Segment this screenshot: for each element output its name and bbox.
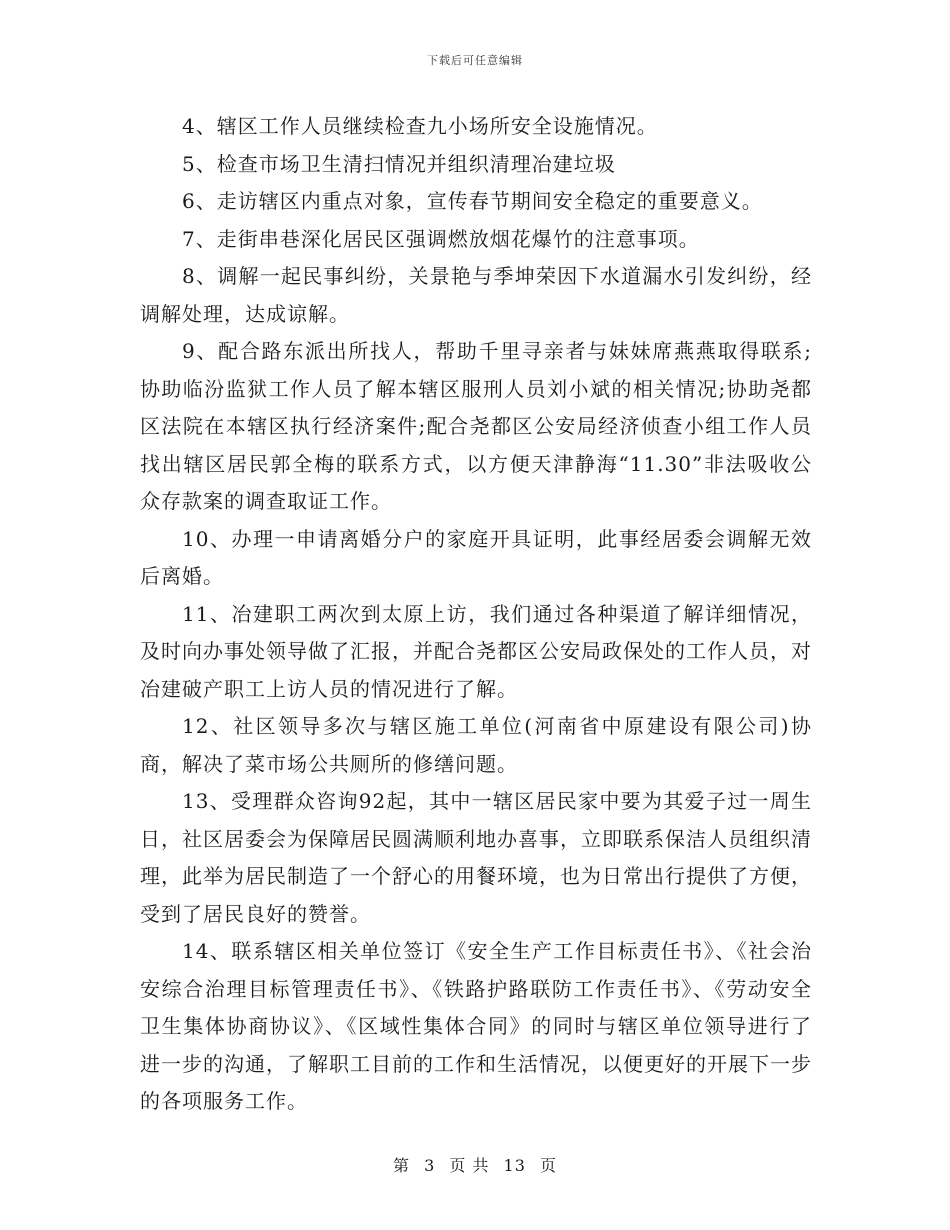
footer-page-number: 3: [424, 1156, 436, 1175]
paragraph-6: 6、走访辖区内重点对象，宣传春节期间安全稳定的重要意义。: [182, 189, 763, 213]
paragraph-12: 12、社区领导多次与辖区施工单位(河南省中原建设有限公司)协商，解决了菜市场公共厕所的修缮问题。: [140, 714, 812, 776]
footer-total-pages: 13: [503, 1156, 526, 1175]
paragraph-14: 14、联系辖区相关单位签订《安全生产工作目标责任书》、《社会治安综合治理目标管理责任书》、《铁路护路联防工作责任书》、《劳动安全卫生集体协商协议》、《区域性集体合同》的同时与辖区单位领导进行了进一步的沟通，了解职工目前的工作和生活情况，以便更好的开展下一步的各项服务工作。: [140, 939, 812, 1113]
paragraph-5: 5、检查市场卫生清扫情况并组织清理冶建垃圾: [182, 151, 616, 176]
paragraph-4: 4、辖区工作人员继续检查九小场所安全设施情况。: [182, 114, 658, 138]
page-footer: [0, 1153, 950, 1176]
paragraph-7: 7、走街串巷深化居民区强调燃放烟花爆竹的注意事项。: [182, 226, 700, 251]
paragraph-9: 9、配合路东派出所找人，帮助千里寻亲者与妹妹席燕燕取得联系;协助临汾监狱工作人员了解本辖区服刑人员刘小斌的相关情况;协助尧都区法院在本辖区执行经济案件;配合尧都区公安局经济侦查小组工作人员找出辖区居民郭全梅的联系方式，以方便天津静海“11.30”非法吸收公众存款案的调查取证工作。: [140, 339, 812, 513]
footer-middle: 页 共: [449, 1156, 490, 1175]
paragraph-10: 10、办理一申请离婚分户的家庭开具证明，此事经居委会调解无效后离婚。: [140, 526, 812, 588]
header-note: 下载后可任意编辑: [427, 54, 523, 67]
paragraph-8: 8、调解一起民事纠纷，关景艳与季坤荣因下水道漏水引发纠纷，经调解处理，达成谅解。: [140, 264, 812, 326]
footer-prefix: 第: [392, 1156, 410, 1175]
paragraph-11: 11、冶建职工两次到太原上访，我们通过各种渠道了解详细情况，及时向办事处领导做了汇报，并配合尧都区公安局政保处的工作人员，对冶建破产职工上访人员的情况进行了解。: [140, 601, 812, 701]
document-body: [140, 108, 812, 1121]
footer-suffix: 页: [540, 1156, 558, 1175]
paragraph-13: 13、受理群众咨询92起，其中一辖区居民家中要为其爱子过一周生日，社区居委会为保障居民圆满顺利地办喜事，立即联系保洁人员组织清理，此举为居民制造了一个舒心的用餐环境，也为日常出行提供了方便，受到了居民良好的赞誉。: [140, 789, 812, 926]
